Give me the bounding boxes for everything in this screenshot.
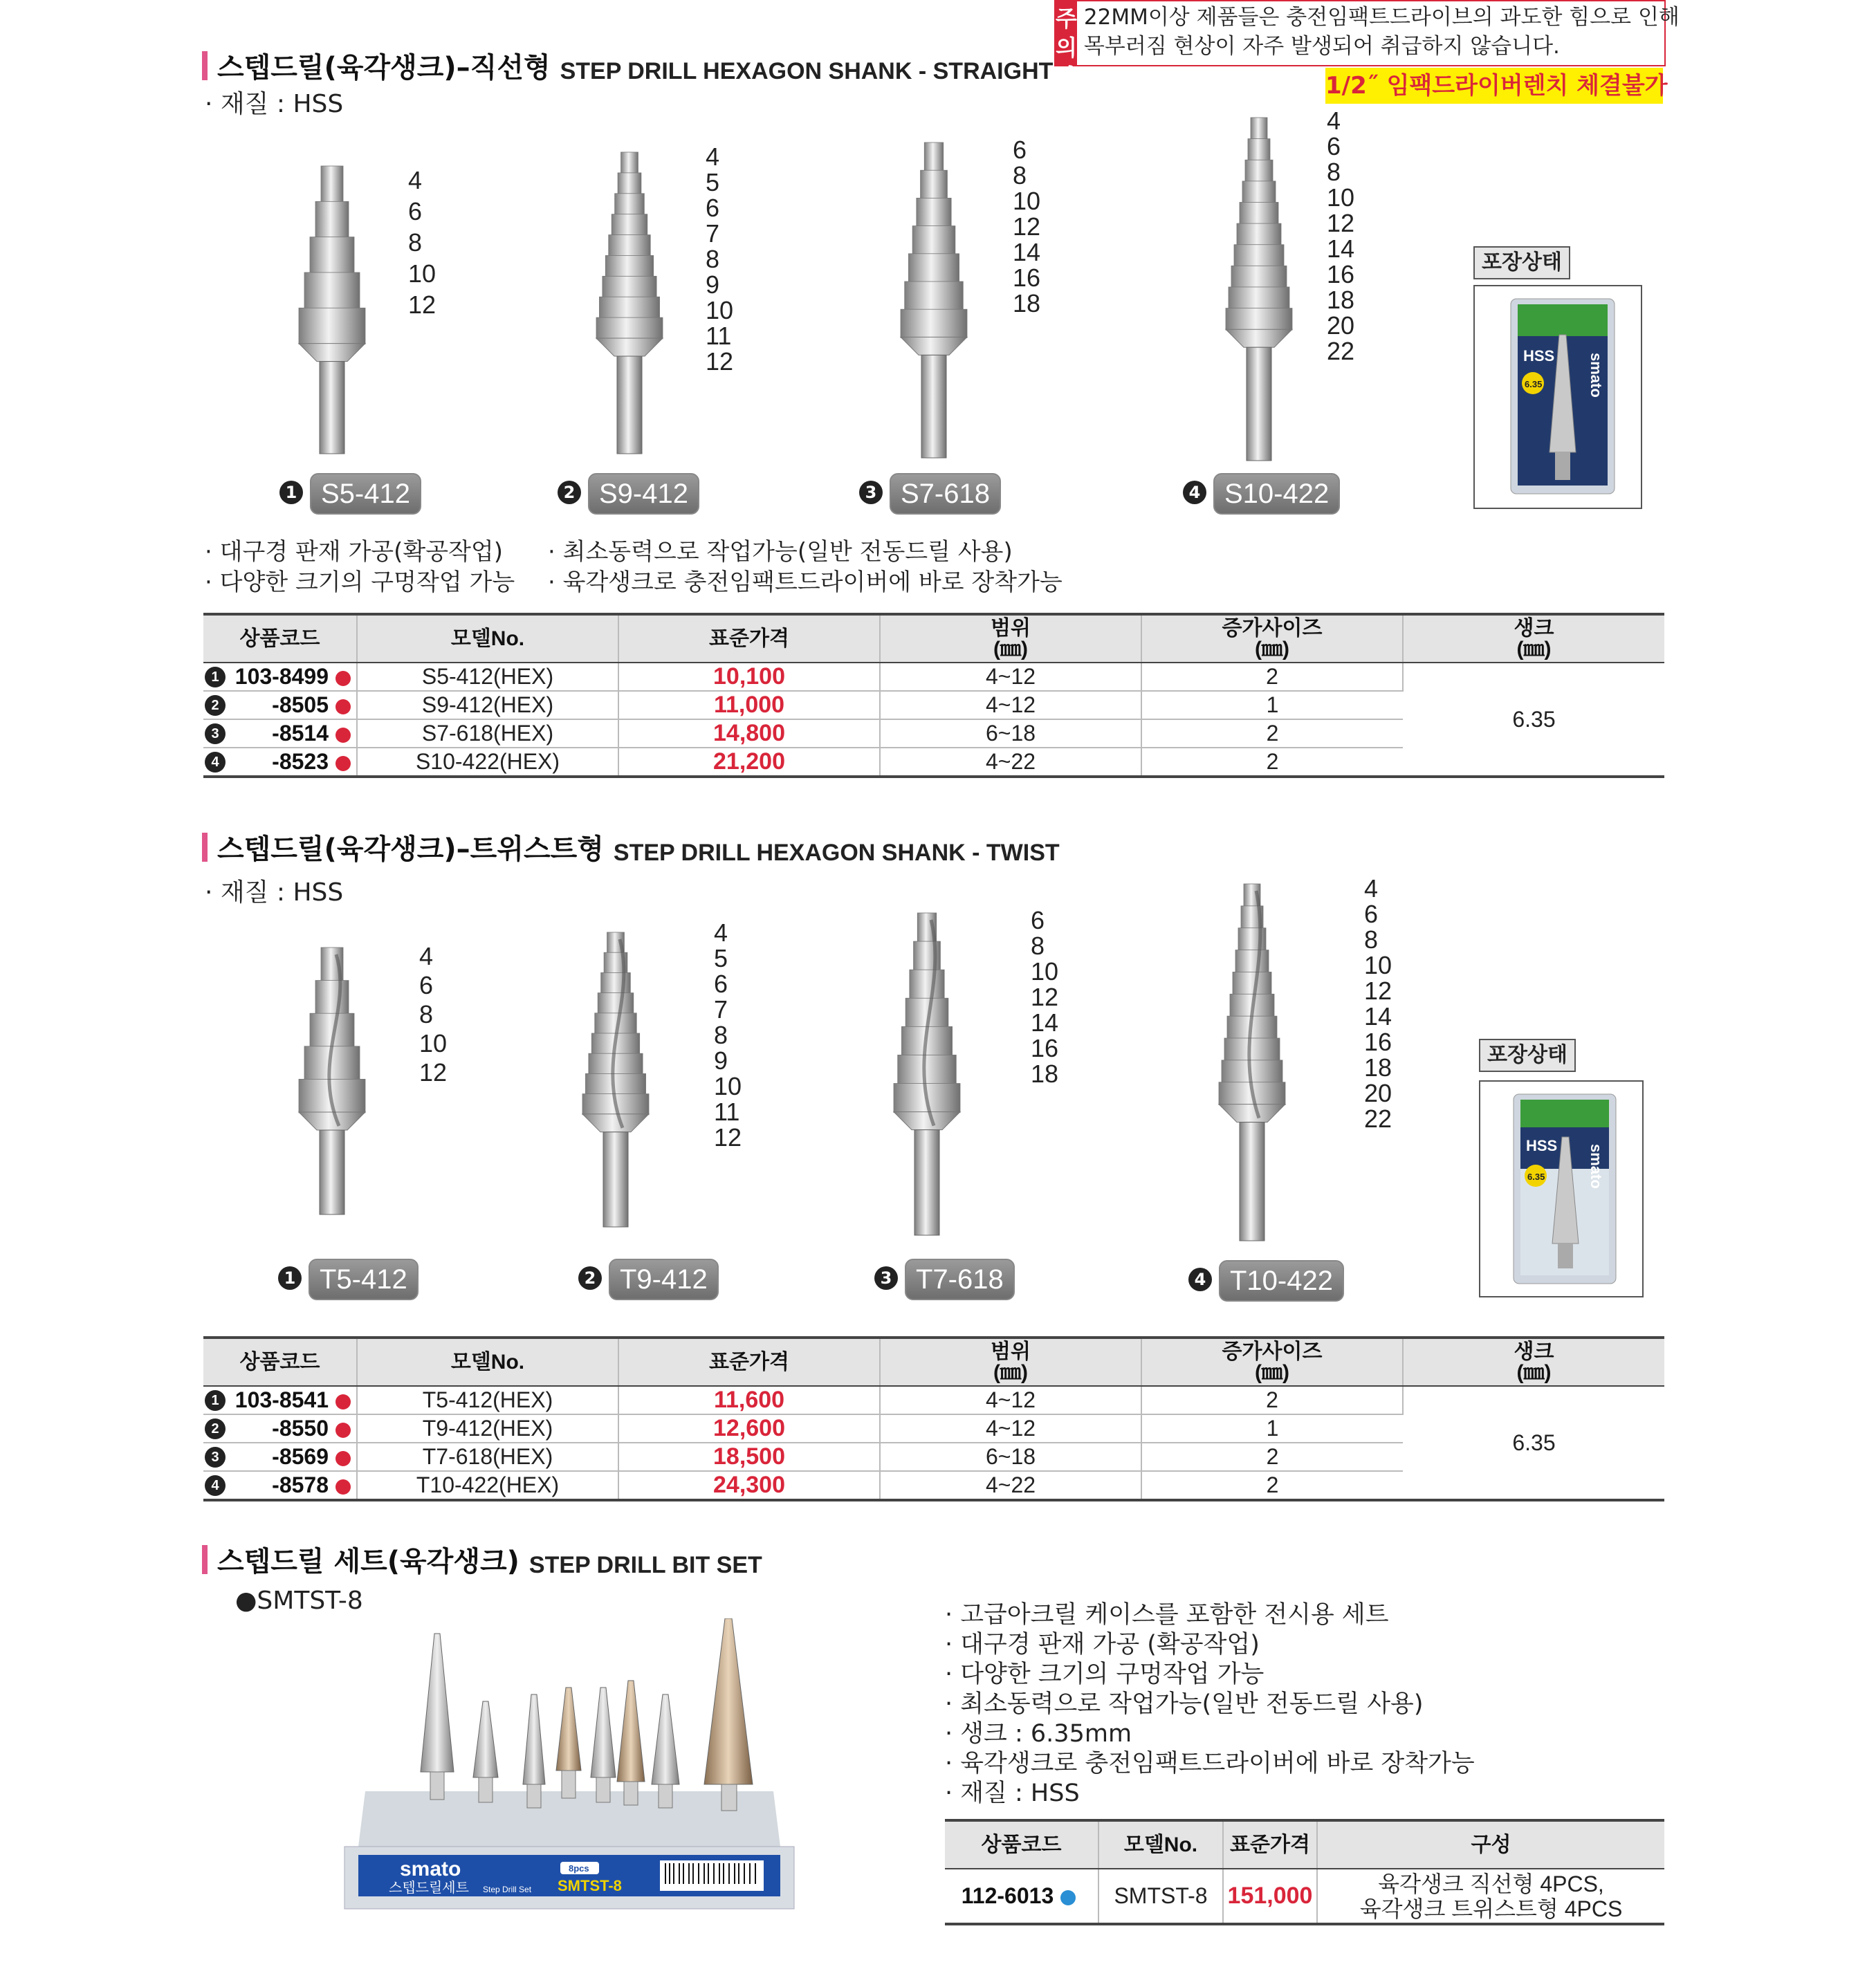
package-brand: smato xyxy=(1588,1144,1605,1189)
row-code xyxy=(203,663,357,691)
row-step: 2 xyxy=(1141,748,1403,777)
row-code xyxy=(203,1414,357,1443)
header-price: 표준가격 xyxy=(618,614,880,663)
size-label: 6 xyxy=(1031,906,1045,934)
set-feature-item: · 생크 : 6.35mm xyxy=(945,1720,1132,1748)
header-range-unit: (㎜) xyxy=(993,1360,1028,1384)
item-number-badge: 3 xyxy=(874,1266,898,1290)
spec-table-straight xyxy=(203,613,1664,778)
case-brand: smato xyxy=(400,1858,461,1880)
row-step: 1 xyxy=(1141,1414,1403,1443)
set-model-bullet: ●SMTST-8 xyxy=(235,1587,363,1615)
drill-t7-618 xyxy=(885,906,968,1241)
row-price: 18,500 xyxy=(618,1443,880,1471)
row-number-badge: 2 xyxy=(205,695,226,716)
size-label: 5 xyxy=(706,168,720,196)
row-price: 10,100 xyxy=(618,663,880,691)
size-labels xyxy=(1327,108,1354,364)
row-price: 21,200 xyxy=(618,748,880,777)
row-price: 24,300 xyxy=(618,1471,880,1500)
row-step: 2 xyxy=(1141,719,1403,748)
size-label: 20 xyxy=(1364,1079,1392,1107)
case-model: SMTST-8 xyxy=(558,1877,622,1894)
size-label: 16 xyxy=(1013,264,1041,292)
size-label: 8 xyxy=(1013,161,1027,190)
header-composition: 구성 xyxy=(1317,1820,1664,1869)
size-labels xyxy=(1013,137,1040,316)
model-pill: S5-412 xyxy=(310,473,421,515)
size-label: 11 xyxy=(714,1098,740,1126)
features-left-straight xyxy=(205,537,515,598)
size-label: 12 xyxy=(419,1058,448,1087)
size-label: 6 xyxy=(408,197,423,225)
pack-label-twist: 포장상태 xyxy=(1479,1039,1576,1072)
row-model: S7-618(HEX) xyxy=(357,719,618,748)
set-feature-item: · 육각생크로 충전임팩트드라이버에 바로 장착가능 xyxy=(945,1750,1475,1777)
item-number-badge: 2 xyxy=(578,1266,602,1290)
size-labels xyxy=(714,920,742,1150)
notice-label-line1: 주의 xyxy=(1056,6,1077,61)
notice-line2: 목부러짐 현상이 자주 발생되어 취급하지 않습니다. xyxy=(1083,34,1560,59)
package-shank: 6.35 xyxy=(1525,379,1543,389)
feature-item: · 대구경 판재 가공(확공작업) xyxy=(205,538,504,566)
impact-warning: 1/2˝ 임팩드라이버렌치 체결불가 xyxy=(1325,68,1663,104)
header-code: 상품코드 xyxy=(203,614,357,663)
drill-bit-icon xyxy=(291,159,374,456)
drill-t5-412 xyxy=(291,941,374,1220)
features-right-straight xyxy=(548,537,1063,598)
size-label: 9 xyxy=(714,1046,728,1075)
title-en: STEP DRILL HEXAGON SHANK - TWIST xyxy=(613,840,1060,866)
table-body xyxy=(203,663,1664,777)
header-range xyxy=(880,1338,1141,1386)
row-code-text: -8514 xyxy=(272,721,329,746)
red-dot-icon xyxy=(335,1394,351,1409)
item-number-badge: 4 xyxy=(1188,1268,1212,1291)
red-dot-icon xyxy=(335,1423,351,1438)
size-label: 7 xyxy=(714,995,728,1024)
set-feature-item: · 최소동력으로 작업가능(일반 전동드릴 사용) xyxy=(945,1690,1424,1718)
drill-s10-422 xyxy=(1217,111,1300,466)
table-row xyxy=(945,1869,1664,1924)
row-model: T9-412(HEX) xyxy=(357,1414,618,1443)
red-dot-icon xyxy=(335,1479,351,1495)
header-shank-unit: (㎜) xyxy=(1516,637,1552,660)
size-label: 10 xyxy=(408,259,436,288)
header-step xyxy=(1141,1338,1403,1386)
row-number-badge: 3 xyxy=(205,723,226,744)
size-label: 10 xyxy=(706,296,734,324)
row-shank: 6.35 xyxy=(1403,1386,1664,1500)
size-label: 6 xyxy=(1327,132,1341,160)
package-image xyxy=(1480,1082,1642,1296)
header-shank xyxy=(1403,1338,1664,1386)
size-label: 12 xyxy=(1031,983,1059,1011)
row-price: 14,800 xyxy=(618,719,880,748)
size-label: 10 xyxy=(1327,183,1355,212)
row-composition xyxy=(1317,1869,1664,1924)
row-range: 4~12 xyxy=(880,691,1141,719)
size-label: 6 xyxy=(1013,136,1027,164)
blue-dot-icon xyxy=(1060,1890,1076,1905)
row-price: 11,000 xyxy=(618,691,880,719)
row-code-text: 112-6013 xyxy=(961,1883,1054,1908)
drill-s9-412 xyxy=(588,145,671,459)
size-label: 10 xyxy=(1364,951,1392,979)
drill-t10-422 xyxy=(1211,877,1294,1246)
row-code-text: 103-8541 xyxy=(234,1387,329,1412)
header-step-label: 증가사이즈 xyxy=(1222,616,1323,640)
row-code xyxy=(203,719,357,748)
size-label: 4 xyxy=(706,142,720,171)
material-twist: · 재질 : HSS xyxy=(205,878,344,907)
row-model: T5-412(HEX) xyxy=(357,1386,618,1414)
size-label: 8 xyxy=(714,1021,728,1049)
drill-t9-412 xyxy=(574,925,657,1232)
title-en: STEP DRILL HEXAGON SHANK - STRAIGHT xyxy=(560,58,1054,84)
header-model: 모델No. xyxy=(357,1338,618,1386)
size-label: 8 xyxy=(1364,925,1379,954)
set-feature-item: · 다양한 크기의 구멍작업 가능 xyxy=(945,1661,1265,1688)
size-label: 10 xyxy=(1031,957,1059,986)
drill-s7-618 xyxy=(892,136,975,463)
header-range-label: 범위 xyxy=(991,1340,1031,1363)
section-title-twist xyxy=(202,827,1060,867)
title-bar xyxy=(202,51,208,80)
row-range: 4~12 xyxy=(880,663,1141,691)
row-number-badge: 2 xyxy=(205,1418,226,1439)
title-bar xyxy=(202,833,208,862)
size-label: 18 xyxy=(1031,1060,1059,1088)
size-label: 10 xyxy=(1013,187,1041,215)
header-price: 표준가격 xyxy=(618,1338,880,1386)
item-number-badge: 4 xyxy=(1183,481,1206,504)
row-code xyxy=(203,1471,357,1500)
drill-bit-icon xyxy=(1217,111,1300,463)
size-label: 14 xyxy=(1364,1002,1392,1030)
row-step: 2 xyxy=(1141,1443,1403,1471)
size-label: 4 xyxy=(408,166,423,194)
table-body xyxy=(203,1386,1664,1500)
case-name: 스텝드릴세트 xyxy=(389,1879,469,1896)
row-range: 6~18 xyxy=(880,1443,1141,1471)
model-pill: S7-618 xyxy=(890,473,1001,515)
header-range-label: 범위 xyxy=(991,616,1031,640)
row-code xyxy=(945,1869,1098,1924)
row-number-badge: 1 xyxy=(205,1390,226,1411)
size-label: 5 xyxy=(714,944,728,972)
size-label: 11 xyxy=(706,322,732,350)
row-step: 2 xyxy=(1141,1471,1403,1500)
size-label: 18 xyxy=(1364,1053,1392,1082)
row-code-text: -8578 xyxy=(272,1472,329,1497)
drill-s5-412 xyxy=(291,159,374,459)
row-model: T10-422(HEX) xyxy=(357,1471,618,1500)
notice-label-line2: 사항 xyxy=(1056,64,1077,119)
size-label: 4 xyxy=(1327,107,1341,135)
header-shank xyxy=(1403,614,1664,663)
section-title-straight xyxy=(202,46,1053,85)
header-price: 표준가격 xyxy=(1223,1820,1317,1869)
red-dot-icon xyxy=(335,728,351,743)
table-row xyxy=(203,1386,1664,1414)
row-model: S10-422(HEX) xyxy=(357,748,618,777)
row-model: T7-618(HEX) xyxy=(357,1443,618,1471)
size-label: 4 xyxy=(714,918,728,947)
size-label: 18 xyxy=(1013,289,1041,317)
size-label: 4 xyxy=(1364,874,1379,903)
case-name-en: Step Drill Set xyxy=(483,1885,532,1894)
header-code: 상품코드 xyxy=(203,1338,357,1386)
size-label: 10 xyxy=(714,1072,742,1100)
set-photo xyxy=(338,1618,801,1925)
composition-line2: 육각생크 트위스트형 4PCS xyxy=(1359,1896,1623,1921)
size-labels xyxy=(408,165,436,320)
header-range xyxy=(880,614,1141,663)
model-pill: T7-618 xyxy=(905,1259,1015,1300)
size-label: 16 xyxy=(1364,1028,1392,1056)
drill-set-image xyxy=(338,1618,801,1923)
item-number-badge: 3 xyxy=(859,481,883,504)
row-step: 2 xyxy=(1141,663,1403,691)
size-label: 14 xyxy=(1031,1008,1059,1037)
item-number-badge: 2 xyxy=(558,481,581,504)
composition-line1: 육각생크 직선형 4PCS, xyxy=(1378,1871,1604,1896)
row-price: 11,600 xyxy=(618,1386,880,1414)
red-dot-icon xyxy=(335,1451,351,1466)
size-label: 6 xyxy=(714,970,728,998)
red-dot-icon xyxy=(335,756,351,771)
row-range: 4~12 xyxy=(880,1386,1141,1414)
header-step-unit: (㎜) xyxy=(1255,637,1289,660)
set-features xyxy=(945,1600,1475,1809)
size-label: 8 xyxy=(419,1000,434,1028)
size-label: 8 xyxy=(408,228,423,257)
set-feature-item: · 고급아크릴 케이스를 포함한 전시용 세트 xyxy=(945,1601,1389,1629)
size-labels xyxy=(419,942,447,1087)
size-label: 12 xyxy=(1327,209,1355,237)
package-brand: smato xyxy=(1588,353,1605,398)
size-label: 16 xyxy=(1327,260,1355,288)
row-step: 1 xyxy=(1141,691,1403,719)
row-code xyxy=(203,1386,357,1414)
case-pcs: 8pcs xyxy=(569,1863,589,1874)
size-label: 20 xyxy=(1327,311,1355,340)
size-label: 10 xyxy=(419,1029,448,1057)
drill-bit-icon xyxy=(1211,877,1294,1244)
drill-bit-icon xyxy=(885,906,968,1238)
size-label: 12 xyxy=(706,347,734,376)
row-shank: 6.35 xyxy=(1403,663,1664,777)
package-grade: HSS xyxy=(1523,347,1555,364)
row-range: 4~12 xyxy=(880,1414,1141,1443)
header-step xyxy=(1141,614,1403,663)
size-label: 7 xyxy=(706,219,720,248)
title-bar xyxy=(202,1545,208,1574)
size-label: 8 xyxy=(1327,158,1341,186)
notice-line1: 22MM이상 제품들은 충전임팩트드라이브의 과도한 힘으로 인해 xyxy=(1083,5,1680,30)
size-label: 4 xyxy=(419,942,434,970)
size-labels xyxy=(1031,907,1058,1087)
size-labels xyxy=(1364,876,1392,1131)
size-label: 14 xyxy=(1327,234,1355,263)
row-code xyxy=(203,1443,357,1471)
model-pill: T10-422 xyxy=(1219,1260,1344,1302)
notice-label xyxy=(1056,1,1077,119)
drill-bit-icon xyxy=(574,925,657,1230)
set-feature-item: · 대구경 판재 가공 (확공작업) xyxy=(945,1631,1260,1658)
feature-item: · 다양한 크기의 구멍작업 가능 xyxy=(205,569,515,596)
title-ko: 스텝드릴(육각생크)–트위스트형 xyxy=(217,833,604,865)
drill-bit-icon xyxy=(588,145,671,456)
row-code-text: -8550 xyxy=(272,1416,329,1441)
item-number-badge: 1 xyxy=(278,1266,302,1290)
package-photo-straight xyxy=(1473,285,1642,509)
row-code xyxy=(203,748,357,777)
package-photo-twist xyxy=(1479,1080,1644,1297)
header-code: 상품코드 xyxy=(945,1820,1098,1869)
size-label: 16 xyxy=(1031,1034,1059,1062)
row-range: 6~18 xyxy=(880,719,1141,748)
red-dot-icon xyxy=(335,699,351,714)
row-code-text: 103-8499 xyxy=(234,664,329,689)
header-model: 모델No. xyxy=(357,614,618,663)
row-model: S9-412(HEX) xyxy=(357,691,618,719)
model-pill: S9-412 xyxy=(588,473,699,515)
package-grade: HSS xyxy=(1526,1137,1558,1154)
size-label: 18 xyxy=(1327,286,1355,314)
row-range: 4~22 xyxy=(880,748,1141,777)
title-ko: 스텝드릴 세트(육각생크) xyxy=(217,1546,519,1578)
row-code xyxy=(203,691,357,719)
size-label: 9 xyxy=(706,270,720,299)
notice-text xyxy=(1077,1,1686,65)
spec-table-twist xyxy=(203,1336,1664,1501)
model-pill: T9-412 xyxy=(609,1259,719,1300)
row-number-badge: 1 xyxy=(205,667,226,687)
row-price: 12,600 xyxy=(618,1414,880,1443)
header-step-unit: (㎜) xyxy=(1255,1360,1289,1384)
row-model: S5-412(HEX) xyxy=(357,663,618,691)
material-straight: · 재질 : HSS xyxy=(205,90,344,118)
row-range: 4~22 xyxy=(880,1471,1141,1500)
row-number-badge: 4 xyxy=(205,752,226,773)
size-label: 22 xyxy=(1364,1104,1392,1133)
size-label: 8 xyxy=(1031,932,1045,960)
header-shank-unit: (㎜) xyxy=(1516,1360,1552,1384)
pack-label-straight: 포장상태 xyxy=(1473,246,1570,279)
section-title-set xyxy=(202,1540,762,1579)
feature-item: · 육각생크로 충전임팩트드라이버에 바로 장착가능 xyxy=(548,569,1063,596)
model-pill: T5-412 xyxy=(309,1259,419,1300)
row-code-text: -8569 xyxy=(272,1444,329,1469)
package-image xyxy=(1475,286,1641,508)
size-label: 6 xyxy=(706,194,720,222)
header-shank-label: 생크 xyxy=(1514,1340,1554,1363)
row-number-badge: 3 xyxy=(205,1447,226,1468)
size-label: 12 xyxy=(714,1123,742,1152)
row-number-badge: 4 xyxy=(205,1475,226,1496)
spec-table-set xyxy=(945,1819,1664,1925)
package-shank: 6.35 xyxy=(1527,1172,1545,1182)
row-code-text: -8523 xyxy=(272,749,329,774)
size-label: 14 xyxy=(1013,238,1041,266)
model-pill: S10-422 xyxy=(1213,473,1340,515)
row-price: 151,000 xyxy=(1223,1869,1317,1924)
table-row xyxy=(203,663,1664,691)
size-label: 6 xyxy=(419,971,434,999)
size-label: 22 xyxy=(1327,337,1355,365)
row-model: SMTST-8 xyxy=(1098,1869,1223,1924)
title-ko: 스텝드릴(육각생크)–직선형 xyxy=(217,52,551,84)
size-label: 6 xyxy=(1364,900,1379,928)
title-en: STEP DRILL BIT SET xyxy=(528,1552,762,1578)
set-feature-item: · 재질 : HSS xyxy=(945,1780,1080,1807)
size-label: 12 xyxy=(1364,977,1392,1005)
item-number-badge: 1 xyxy=(279,481,303,504)
size-label: 12 xyxy=(1013,212,1041,241)
drill-bit-icon xyxy=(892,136,975,461)
drill-bit-icon xyxy=(291,941,374,1217)
row-code-text: -8505 xyxy=(272,692,329,717)
size-label: 8 xyxy=(706,245,720,273)
size-labels xyxy=(706,144,733,374)
header-shank-label: 생크 xyxy=(1514,616,1554,640)
size-label: 12 xyxy=(408,290,436,319)
header-model: 모델No. xyxy=(1098,1820,1223,1869)
red-dot-icon xyxy=(335,671,351,686)
row-step: 2 xyxy=(1141,1386,1403,1414)
header-range-unit: (㎜) xyxy=(993,637,1028,660)
feature-item: · 최소동력으로 작업가능(일반 전동드릴 사용) xyxy=(548,538,1013,566)
header-step-label: 증가사이즈 xyxy=(1222,1340,1323,1363)
